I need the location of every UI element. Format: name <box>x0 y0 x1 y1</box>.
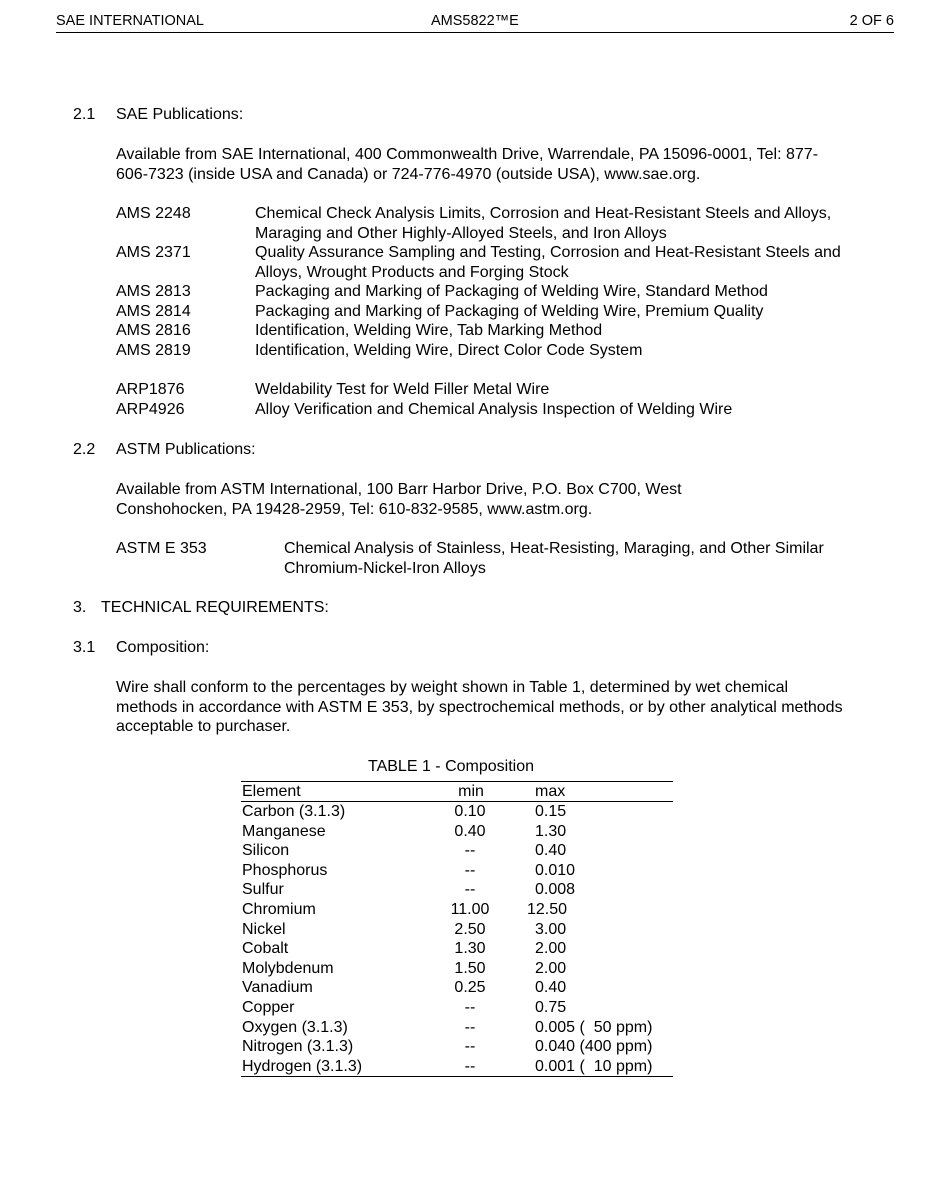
element-cell: Hydrogen (3.1.3) <box>242 1057 363 1075</box>
table-row <box>241 959 673 979</box>
table-row <box>241 998 673 1018</box>
reference-code: AMS 2816 <box>116 322 191 339</box>
reference-title: Quality Assurance Sampling and Testing, Corrosion and Heat-Resistant Steels and Alloys, Wrought Products and Forging Stock <box>255 244 841 281</box>
min-cell: -- <box>464 842 476 860</box>
table-row <box>241 822 673 842</box>
reference-title: Chemical Analysis of Stainless, Heat-Resisting, Maraging, and Other Similar Chromium-Nickel-Iron Alloys <box>284 540 824 577</box>
reference-title: Packaging and Marking of Packaging of Welding Wire, Premium Quality <box>255 303 764 320</box>
max-cell: 2.00 <box>535 959 567 977</box>
reference-title: Weldability Test for Weld Filler Metal Wire <box>255 381 550 398</box>
section-3-1-number: 3.1 <box>73 639 96 656</box>
max-cell: 12.50 <box>527 900 568 918</box>
table-row <box>241 802 673 822</box>
header-doc-id: AMS5822™E <box>431 13 519 29</box>
column-header-min: min <box>458 783 484 800</box>
table-row <box>241 1057 673 1077</box>
header-org: SAE INTERNATIONAL <box>56 13 204 29</box>
element-cell: Oxygen (3.1.3) <box>242 1018 348 1036</box>
element-cell: Silicon <box>242 842 290 860</box>
section-3-title: TECHNICAL REQUIREMENTS: <box>101 599 329 616</box>
table-row <box>241 978 673 998</box>
max-cell: 0.005 ( 50 ppm) <box>535 1018 653 1036</box>
max-cell: 0.001 ( 10 ppm) <box>535 1057 653 1075</box>
reference-code: AMS 2371 <box>116 244 191 261</box>
max-cell: 0.008 <box>535 881 576 899</box>
min-cell: -- <box>464 998 476 1016</box>
element-cell: Molybdenum <box>242 959 334 977</box>
section-2-1-title: SAE Publications: <box>116 106 244 123</box>
reference-title: Chemical Check Analysis Limits, Corrosion and Heat-Resistant Steels and Alloys, Maraging and Other Highly-Alloyed Steels, and Iron Alloys <box>255 205 832 242</box>
min-cell: -- <box>464 881 476 899</box>
sae-availability-paragraph: Available from SAE International, 400 Commonwealth Drive, Warrendale, PA 15096-0001, Tel: 877-606-7323 (inside USA and Canada) or 724-776-4970 (outside USA), www.sae.org. <box>116 146 819 183</box>
header-page-number: 2 OF 6 <box>849 13 894 29</box>
table-row <box>241 939 673 959</box>
composition-table <box>241 781 673 1077</box>
astm-availability-paragraph: Available from ASTM International, 100 Barr Harbor Drive, P.O. Box C700, West Conshohocken, PA 19428-2959, Tel: 610-832-9585, www.astm.org. <box>116 481 682 518</box>
reference-code: ARP4926 <box>116 401 185 418</box>
min-cell: 2.50 <box>454 920 486 938</box>
table-row <box>241 1018 673 1038</box>
min-cell: 0.25 <box>454 979 486 997</box>
reference-code: AMS 2819 <box>116 342 191 359</box>
section-3-1-title: Composition: <box>116 639 210 656</box>
table-row <box>241 1037 673 1057</box>
reference-code: AMS 2813 <box>116 283 191 300</box>
reference-code: AMS 2814 <box>116 303 191 320</box>
table-row <box>241 880 673 900</box>
reference-title: Packaging and Marking of Packaging of Welding Wire, Standard Method <box>255 283 768 300</box>
reference-code: ARP1876 <box>116 381 185 398</box>
max-cell: 2.00 <box>535 940 567 958</box>
max-cell: 0.010 <box>535 861 576 879</box>
section-2-2-number: 2.2 <box>73 441 96 458</box>
max-cell: 0.15 <box>535 803 567 820</box>
table-row <box>241 900 673 920</box>
min-cell: 0.40 <box>454 822 486 840</box>
page-header <box>56 12 894 33</box>
max-cell: 1.30 <box>535 822 567 840</box>
min-cell: 1.30 <box>454 940 486 958</box>
reference-code: ASTM E 353 <box>116 540 207 557</box>
max-cell: 0.40 <box>535 842 567 860</box>
section-3-number: 3. <box>73 599 87 616</box>
section-2-1-number: 2.1 <box>73 106 96 123</box>
element-cell: Manganese <box>242 822 326 840</box>
composition-paragraph: Wire shall conform to the percentages by weight shown in Table 1, determined by wet chemical methods in accordance with ASTM E 353, by spectrochemical methods, or by other analytical methods acceptable to purchaser. <box>116 679 843 736</box>
min-cell: -- <box>464 861 476 879</box>
column-header-max: max <box>535 783 566 800</box>
min-cell: -- <box>464 1038 476 1056</box>
min-cell: 11.00 <box>450 900 490 918</box>
reference-title: Identification, Welding Wire, Tab Marking Method <box>255 322 603 339</box>
element-cell: Chromium <box>242 900 316 918</box>
table-header-row <box>241 782 673 802</box>
element-cell: Phosphorus <box>242 861 328 879</box>
section-2-2-title: ASTM Publications: <box>116 441 256 458</box>
table-row <box>241 841 673 861</box>
min-cell: -- <box>464 1057 476 1075</box>
element-cell: Nitrogen (3.1.3) <box>242 1038 354 1056</box>
element-cell: Copper <box>242 998 295 1016</box>
reference-title: Identification, Welding Wire, Direct Color Code System <box>255 342 643 359</box>
max-cell: 0.75 <box>535 998 567 1016</box>
column-header-element: Element <box>242 783 301 800</box>
reference-title: Alloy Verification and Chemical Analysis Inspection of Welding Wire <box>255 401 733 418</box>
element-cell: Sulfur <box>242 881 284 899</box>
element-cell: Carbon (3.1.3) <box>242 803 346 820</box>
max-cell: 0.040 (400 ppm) <box>535 1038 653 1056</box>
min-cell: 1.50 <box>454 959 486 977</box>
min-cell: 0.10 <box>454 803 486 820</box>
table-row <box>241 920 673 940</box>
element-cell: Cobalt <box>242 940 289 958</box>
element-cell: Nickel <box>242 920 286 938</box>
max-cell: 0.40 <box>535 979 567 997</box>
table-caption: TABLE 1 - Composition <box>368 758 534 775</box>
min-cell: -- <box>464 1018 476 1036</box>
table-row <box>241 861 673 881</box>
element-cell: Vanadium <box>242 979 313 997</box>
max-cell: 3.00 <box>535 920 567 938</box>
reference-code: AMS 2248 <box>116 205 191 222</box>
